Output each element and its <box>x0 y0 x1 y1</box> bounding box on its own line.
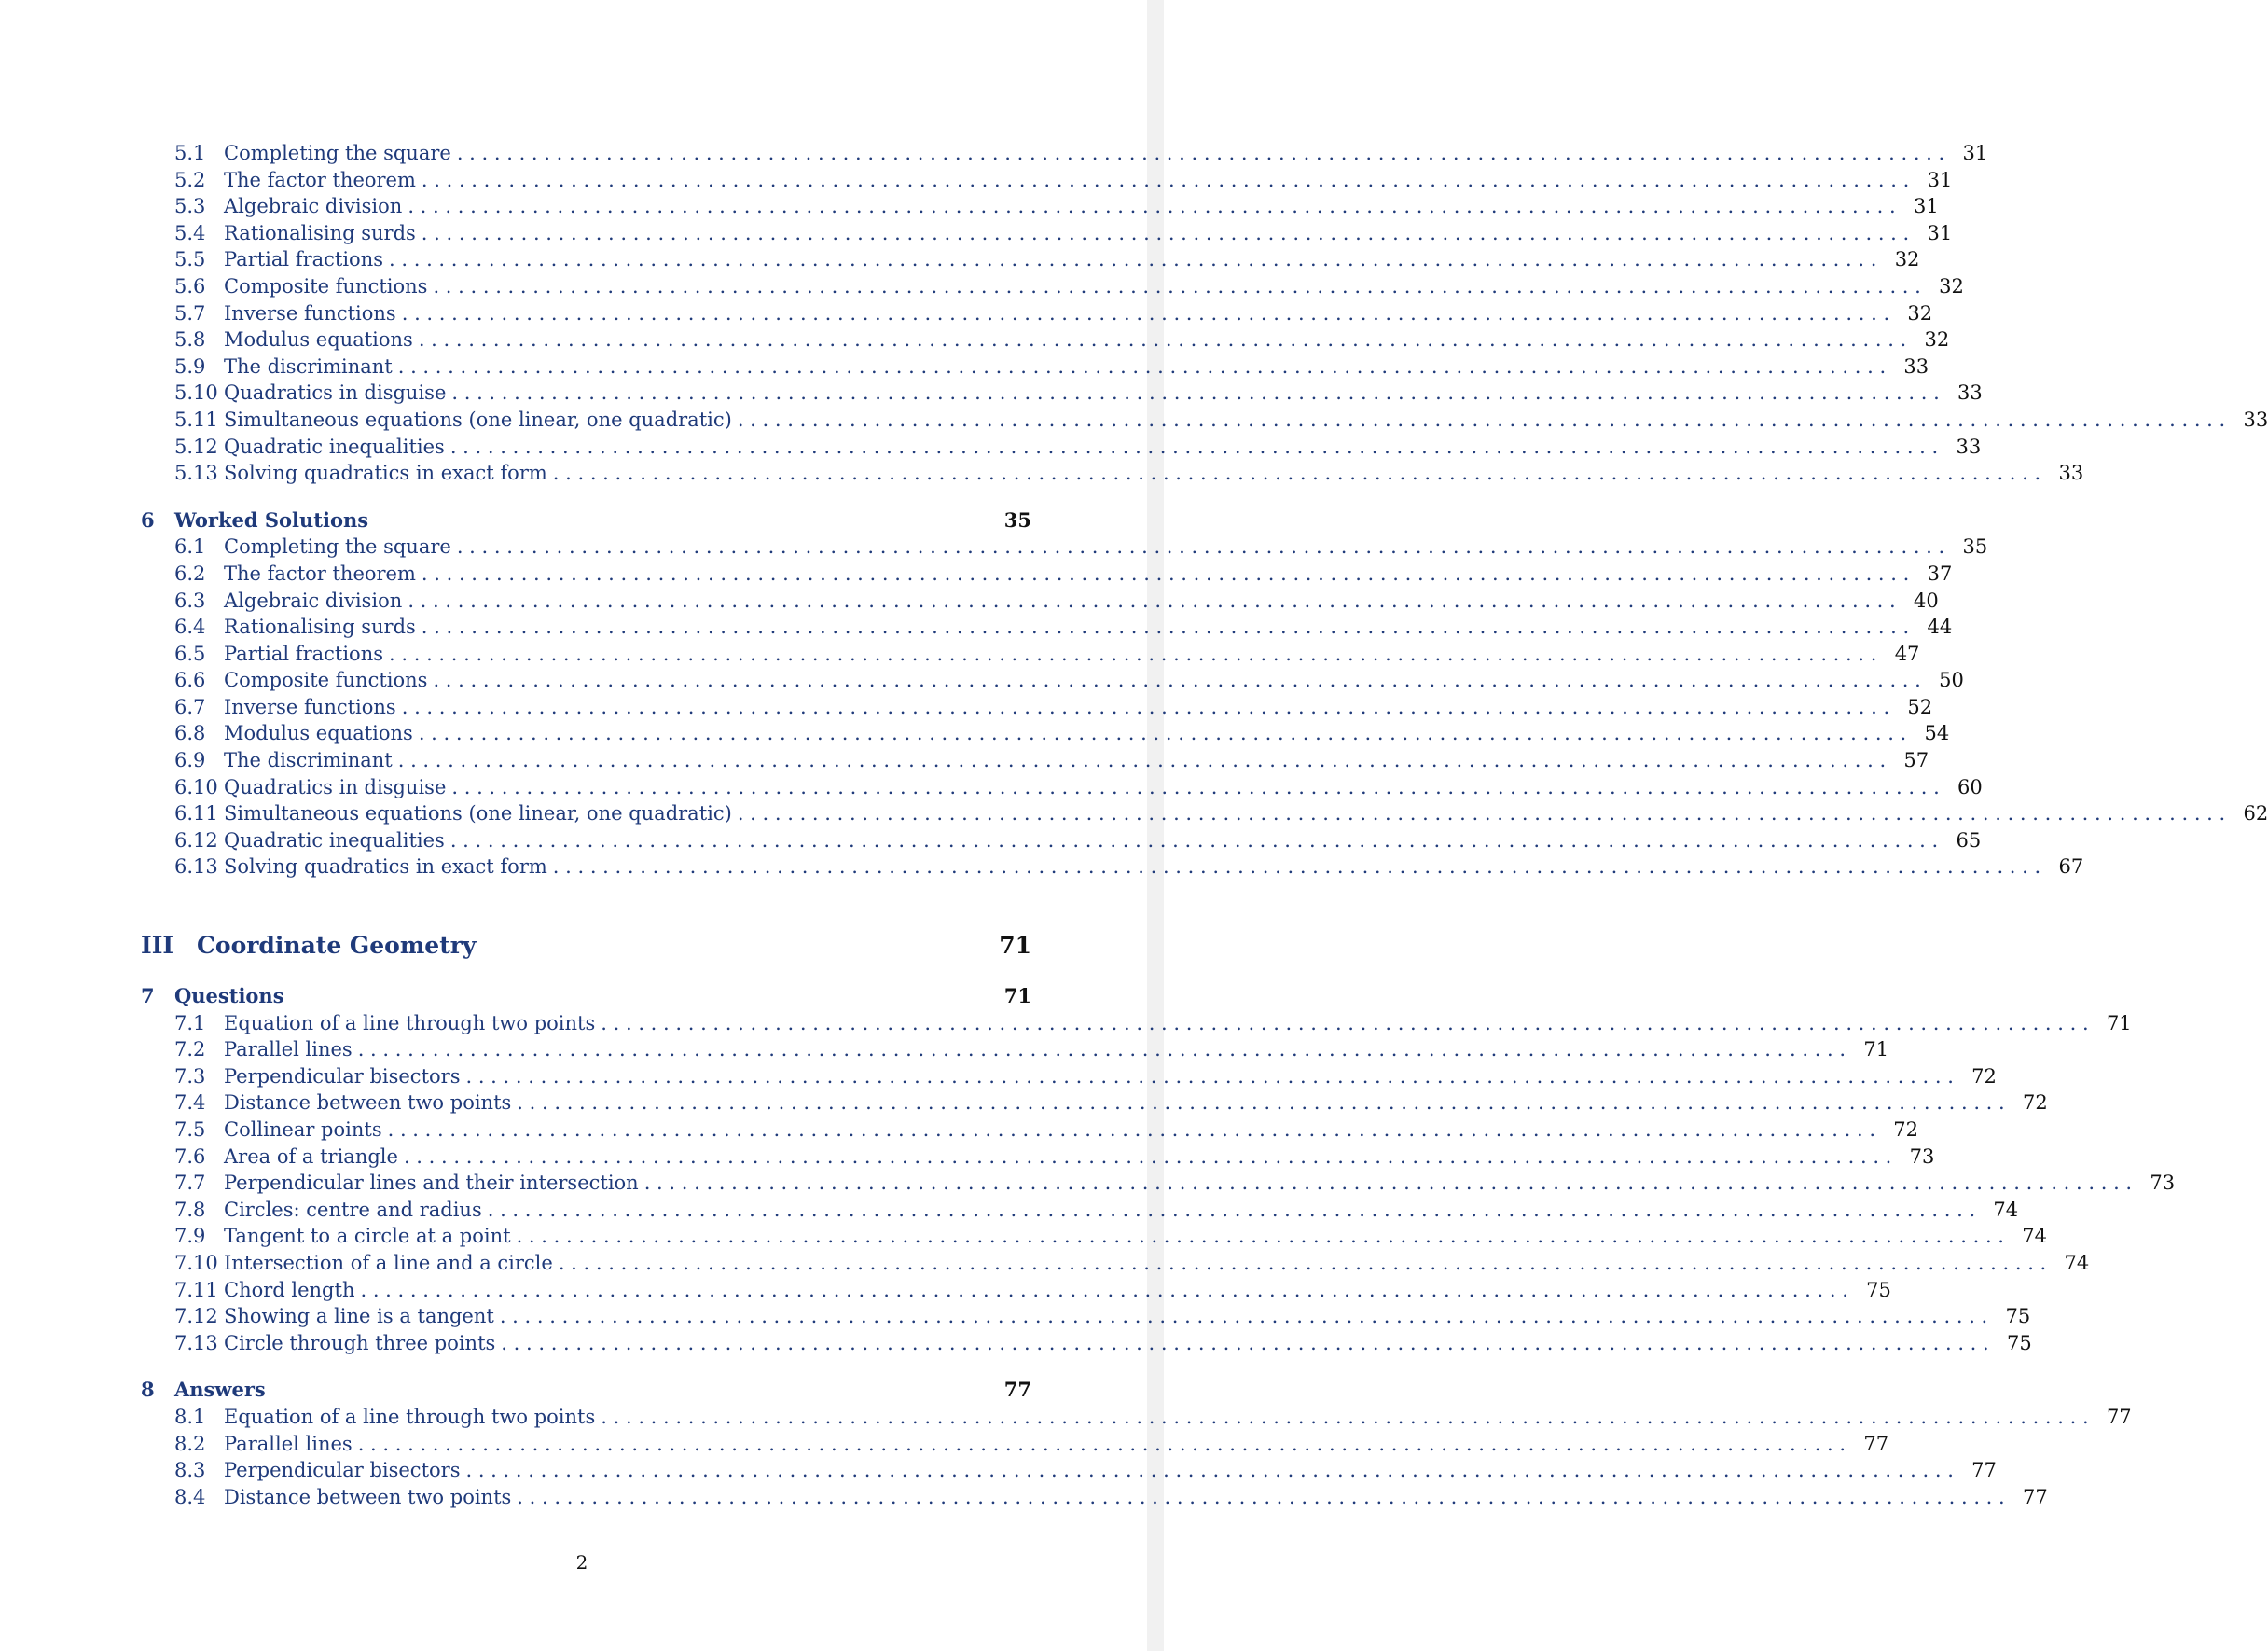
section-page-number[interactable]: 72 <box>1971 1064 1997 1088</box>
chapter-title-link[interactable]: Questions <box>174 984 284 1008</box>
toc-section-entry[interactable] <box>141 167 1953 194</box>
toc-section-entry[interactable] <box>141 1117 1918 1144</box>
section-page-number[interactable]: 31 <box>1962 142 1988 164</box>
section-title-link[interactable]: Equation of a line through two points <box>224 1011 596 1034</box>
section-title-link[interactable]: Simultaneous equations (one linear, one quadratic) <box>224 408 732 431</box>
section-title-link[interactable]: Quadratics in disguise <box>224 382 447 405</box>
toc-section-entry[interactable] <box>141 1250 2090 1277</box>
toc-section-entry[interactable] <box>141 1063 1997 1090</box>
section-title-link[interactable]: Modulus equations <box>224 328 413 352</box>
dot-leader: . . . . . . . . . . . . . . . . . . . . . . . . . . . . . . . . . . . . . . . . . . . . . . . . . . . . . . . . . . . . . . . . . . . . . . . . . . . . . . . . . . . . . . . . . . . . . . . . . . . . . . . . . . . . . . . . . . . . . . . . <box>517 1091 2005 1115</box>
dot-leader: . . . . . . . . . . . . . . . . . . . . . . . . . . . . . . . . . . . . . . . . . . . . . . . . . . . . . . . . . . . . . . . . . . . . . . . . . . . . . . . . . . . . . . . . . . . . . . . . . . . . . . . . . . . . . . . . . . . . . . . . <box>449 828 1939 852</box>
chapter-title-link[interactable]: Answers <box>174 1378 266 1402</box>
toc-section-entry[interactable] <box>141 1170 2176 1197</box>
section-title-link[interactable]: Area of a triangle <box>224 1145 398 1168</box>
toc-section-entry[interactable] <box>141 853 2084 881</box>
toc-section-entry[interactable] <box>141 1223 2047 1250</box>
section-page-number[interactable]: 32 <box>1924 328 1950 352</box>
section-title-link[interactable]: Simultaneous equations (one linear, one quadratic) <box>224 802 732 826</box>
section-page-number[interactable]: 77 <box>2022 1485 2048 1508</box>
dot-leader: . . . . . . . . . . . . . . . . . . . . . . . . . . . . . . . . . . . . . . . . . . . . . . . . . . . . . . . . . . . . . . . . . . . . . . . . . . . . . . . . . . . . . . . . . . . . . . . . . . . . . . . . . . . . . . . . . . . . . . . . <box>418 722 1907 745</box>
section-number: 6.9 <box>174 749 206 772</box>
section-number: 5.5 <box>174 248 206 271</box>
toc-section-entry[interactable] <box>141 140 1988 167</box>
section-number: 6.3 <box>174 589 206 612</box>
section-page-number[interactable]: 72 <box>2022 1091 2048 1115</box>
section-number: 5.10 <box>174 382 218 405</box>
section-number: 6.12 <box>174 828 218 852</box>
section-number: 8.1 <box>174 1405 206 1428</box>
section-number: 5.12 <box>174 435 218 458</box>
section-page-number[interactable]: 33 <box>1956 435 1982 458</box>
section-title-link[interactable]: Partial fractions <box>224 642 384 665</box>
dot-leader: . . . . . . . . . . . . . . . . . . . . . . . . . . . . . . . . . . . . . . . . . . . . . . . . . . . . . . . . . . . . . . . . . . . . . . . . . . . . . . . . . . . . . . . . . . . . . . . . . . . . . . . . . . . . . . . . . . . . . . . . <box>421 616 1910 639</box>
dot-leader: . . . . . . . . . . . . . . . . . . . . . . . . . . . . . . . . . . . . . . . . . . . . . . . . . . . . . . . . . . . . . . . . . . . . . . . . . . . . . . . . . . . . . . . . . . . . . . . . . . . . . . . . . . . . . . . . . . . . . . . . <box>387 1118 1875 1141</box>
section-title-link[interactable]: Distance between two points <box>224 1485 512 1508</box>
dot-leader: . . . . . . . . . . . . . . . . . . . . . . . . . . . . . . . . . . . . . . . . . . . . . . . . . . . . . . . . . . . . . . . . . . . . . . . . . . . . . . . . . . . . . . . . . . . . . . . . . . . . . . . . . . . . . . . . . . . . . . . . <box>601 1011 2089 1034</box>
section-page-number[interactable]: 77 <box>2106 1405 2132 1428</box>
section-number: 7.13 <box>174 1331 218 1354</box>
dot-leader: . . . . . . . . . . . . . . . . . . . . . . . . . . . . . . . . . . . . . . . . . . . . . . . . . . . . . . . . . . . . . . . . . . . . . . . . . . . . . . . . . . . . . . . . . . . . . . . . . . . . . . . . . . . . . . . . . . . . . . . . <box>737 408 2226 431</box>
section-title-link[interactable]: Composite functions <box>224 669 428 692</box>
section-title-link[interactable]: The factor theorem <box>224 562 416 585</box>
section-number: 6.2 <box>174 562 206 585</box>
section-title-link[interactable]: Inverse functions <box>224 695 396 718</box>
section-page-number[interactable]: 33 <box>1957 382 1983 405</box>
section-page-number[interactable]: 74 <box>2064 1251 2090 1274</box>
chapter-title-link[interactable]: Worked Solutions <box>174 507 369 532</box>
part-num: III <box>141 932 174 960</box>
section-title-link[interactable]: Distance between two points <box>224 1091 512 1115</box>
section-number: 6.13 <box>174 855 218 879</box>
section-page-number[interactable]: 71 <box>1863 1038 1889 1061</box>
dot-leader: . . . . . . . . . . . . . . . . . . . . . . . . . . . . . . . . . . . . . . . . . . . . . . . . . . . . . . . . . . . . . . . . . . . . . . . . . . . . . . . . . . . . . . . . . . . . . . . . . . . . . . . . . . . . . . . . . . . . . . . . <box>421 562 1910 585</box>
toc-section-entry[interactable] <box>141 667 1964 694</box>
section-number: 6.10 <box>174 775 218 798</box>
section-title-link[interactable]: Modulus equations <box>224 722 413 745</box>
section-page-number[interactable]: 57 <box>1903 749 1929 772</box>
section-number: 5.3 <box>174 195 206 218</box>
dot-leader: . . . . . . . . . . . . . . . . . . . . . . . . . . . . . . . . . . . . . . . . . . . . . . . . . . . . . . . . . . . . . . . . . . . . . . . . . . . . . . . . . . . . . . . . . . . . . . . . . . . . . . . . . . . . . . . . . . . . . . . . <box>558 1251 2047 1274</box>
section-number: 6.7 <box>174 695 206 718</box>
toc-section-entry[interactable] <box>141 614 1953 641</box>
section-title-link[interactable]: Algebraic division <box>224 589 403 612</box>
dot-leader: . . . . . . . . . . . . . . . . . . . . . . . . . . . . . . . . . . . . . . . . . . . . . . . . . . . . . . . . . . . . . . . . . . . . . . . . . . . . . . . . . . . . . . . . . . . . . . . . . . . . . . . . . . . . . . . . . . . . . . . . <box>401 301 1890 325</box>
section-number: 7.7 <box>174 1172 206 1195</box>
dot-leader: . . . . . . . . . . . . . . . . . . . . . . . . . . . . . . . . . . . . . . . . . . . . . . . . . . . . . . . . . . . . . . . . . . . . . . . . . . . . . . . . . . . . . . . . . . . . . . . . . . . . . . . . . . . . . . . . . . . . . . . . <box>433 274 1921 298</box>
toc-section-entry[interactable] <box>141 1144 1935 1171</box>
section-page-number[interactable]: 50 <box>1939 669 1964 692</box>
section-page-number[interactable]: 72 <box>1893 1118 1918 1141</box>
chapter-number: 7 <box>141 984 155 1008</box>
toc-section-entry[interactable] <box>141 1330 2032 1357</box>
dot-leader: . . . . . . . . . . . . . . . . . . . . . . . . . . . . . . . . . . . . . . . . . . . . . . . . . . . . . . . . . . . . . . . . . . . . . . . . . . . . . . . . . . . . . . . . . . . . . . . . . . . . . . . . . . . . . . . . . . . . . . . . <box>408 589 1896 612</box>
section-title-link[interactable]: Completing the square <box>224 142 451 164</box>
toc-section-entry[interactable] <box>141 534 1988 561</box>
section-page-number[interactable]: 75 <box>1866 1278 1891 1301</box>
toc-block-chapter <box>141 507 2268 881</box>
toc-section-entry[interactable] <box>141 1457 1997 1484</box>
section-number: 5.8 <box>174 328 206 352</box>
dot-leader: . . . . . . . . . . . . . . . . . . . . . . . . . . . . . . . . . . . . . . . . . . . . . . . . . . . . . . . . . . . . . . . . . . . . . . . . . . . . . . . . . . . . . . . . . . . . . . . . . . . . . . . . . . . . . . . . . . . . . . . . <box>397 749 1887 772</box>
toc-section-entry[interactable] <box>141 561 1953 588</box>
section-title-link[interactable]: Partial fractions <box>224 248 384 271</box>
toc-chapter-heading[interactable] <box>141 507 1031 534</box>
section-page-number[interactable]: 32 <box>1939 274 1964 298</box>
section-number: 8.4 <box>174 1485 206 1508</box>
toc-section-entry[interactable] <box>141 1010 2132 1037</box>
section-title-link[interactable]: Solving quadratics in exact form <box>224 462 547 485</box>
section-page-number[interactable]: 32 <box>1907 301 1933 325</box>
section-number: 7.6 <box>174 1145 206 1168</box>
toc-section-entry[interactable] <box>141 300 1933 327</box>
section-page-number[interactable]: 62 <box>2243 802 2268 826</box>
section-title-link[interactable]: The discriminant <box>224 749 393 772</box>
dot-leader: . . . . . . . . . . . . . . . . . . . . . . . . . . . . . . . . . . . . . . . . . . . . . . . . . . . . . . . . . . . . . . . . . . . . . . . . . . . . . . . . . . . . . . . . . . . . . . . . . . . . . . . . . . . . . . . . . . . . . . . . <box>456 535 1945 559</box>
dot-leader: . . . . . . . . . . . . . . . . . . . . . . . . . . . . . . . . . . . . . . . . . . . . . . . . . . . . . . . . . . . . . . . . . . . . . . . . . . . . . . . . . . . . . . . . . . . . . . . . . . . . . . . . . . . . . . . . . . . . . . . . <box>357 1432 1846 1455</box>
section-page-number[interactable]: 75 <box>2005 1305 2031 1328</box>
toc-section-entry[interactable] <box>141 1277 1891 1304</box>
section-number: 5.7 <box>174 301 206 325</box>
section-title-link[interactable]: Quadratics in disguise <box>224 775 447 798</box>
section-page-number[interactable]: 31 <box>1913 195 1939 218</box>
section-page-number[interactable]: 73 <box>2150 1172 2176 1195</box>
toc-section-entry[interactable] <box>141 800 2268 827</box>
toc-section-entry[interactable] <box>141 380 1983 407</box>
toc-section-entry[interactable] <box>141 354 1929 381</box>
section-page-number[interactable]: 54 <box>1924 722 1950 745</box>
section-page-number[interactable]: 35 <box>1962 535 1988 559</box>
dot-leader: . . . . . . . . . . . . . . . . . . . . . . . . . . . . . . . . . . . . . . . . . . . . . . . . . . . . . . . . . . . . . . . . . . . . . . . . . . . . . . . . . . . . . . . . . . . . . . . . . . . . . . . . . . . . . . . . . . . . . . . . <box>357 1038 1846 1061</box>
section-page-number[interactable]: 65 <box>1956 828 1982 852</box>
section-title-link[interactable]: Perpendicular bisectors <box>224 1459 461 1482</box>
section-page-number[interactable]: 37 <box>1927 562 1953 585</box>
part-page-number[interactable]: 71 <box>999 932 1031 960</box>
dot-leader: . . . . . . . . . . . . . . . . . . . . . . . . . . . . . . . . . . . . . . . . . . . . . . . . . . . . . . . . . . . . . . . . . . . . . . . . . . . . . . . . . . . . . . . . . . . . . . . . . . . . . . . . . . . . . . . . . . . . . . . . <box>451 775 1940 798</box>
section-title-link[interactable]: Intersection of a line and a circle <box>224 1251 553 1274</box>
section-page-number[interactable]: 77 <box>1971 1459 1997 1482</box>
section-title-link[interactable]: Solving quadratics in exact form <box>224 855 547 879</box>
section-number: 5.9 <box>174 354 206 378</box>
section-page-number[interactable]: 60 <box>1957 775 1983 798</box>
section-page-number[interactable]: 33 <box>2243 408 2268 431</box>
section-number: 7.12 <box>174 1305 218 1328</box>
toc-section-entry[interactable] <box>141 1484 2048 1511</box>
dot-leader: . . . . . . . . . . . . . . . . . . . . . . . . . . . . . . . . . . . . . . . . . . . . . . . . . . . . . . . . . . . . . . . . . . . . . . . . . . . . . . . . . . . . . . . . . . . . . . . . . . . . . . . . . . . . . . . . . . . . . . . . <box>465 1459 1954 1482</box>
chapter-page-number[interactable]: 77 <box>1003 1378 1031 1402</box>
section-number: 7.11 <box>174 1278 218 1301</box>
section-page-number[interactable]: 32 <box>1894 248 1920 271</box>
toc-section-entry[interactable] <box>141 588 1939 615</box>
section-title-link[interactable]: Circle through three points <box>224 1331 496 1354</box>
toc-section-entry[interactable] <box>141 1404 2132 1431</box>
dot-leader: . . . . . . . . . . . . . . . . . . . . . . . . . . . . . . . . . . . . . . . . . . . . . . . . . . . . . . . . . . . . . . . . . . . . . . . . . . . . . . . . . . . . . . . . . . . . . . . . . . . . . . . . . . . . . . . . . . . . . . . . <box>487 1198 1976 1221</box>
section-title-link[interactable]: Algebraic division <box>224 195 403 218</box>
toc-section-entry[interactable] <box>141 747 1929 774</box>
section-title-link[interactable]: Tangent to a circle at a point <box>224 1225 511 1248</box>
toc-section-entry[interactable] <box>141 1036 1889 1063</box>
section-number: 7.3 <box>174 1064 206 1088</box>
section-page-number[interactable]: 73 <box>1909 1145 1935 1168</box>
toc-section-entry[interactable] <box>141 774 1983 801</box>
chapter-number: 8 <box>141 1378 155 1402</box>
section-title-link[interactable]: Circles: centre and radius <box>224 1198 482 1221</box>
section-number: 6.6 <box>174 669 206 692</box>
dot-leader: . . . . . . . . . . . . . . . . . . . . . . . . . . . . . . . . . . . . . . . . . . . . . . . . . . . . . . . . . . . . . . . . . . . . . . . . . . . . . . . . . . . . . . . . . . . . . . . . . . . . . . . . . . . . . . . . . . . . . . . . <box>451 382 1940 405</box>
section-number: 7.10 <box>174 1251 218 1274</box>
toc-section-entry[interactable] <box>141 1431 1889 1458</box>
dot-leader: . . . . . . . . . . . . . . . . . . . . . . . . . . . . . . . . . . . . . . . . . . . . . . . . . . . . . . . . . . . . . . . . . . . . . . . . . . . . . . . . . . . . . . . . . . . . . . . . . . . . . . . . . . . . . . . . . . . . . . . . <box>403 1145 1892 1168</box>
section-page-number[interactable]: 67 <box>2058 855 2084 879</box>
toc-section-entry[interactable] <box>141 720 1950 747</box>
toc-section-entry[interactable] <box>141 1197 2019 1224</box>
dot-leader: . . . . . . . . . . . . . . . . . . . . . . . . . . . . . . . . . . . . . . . . . . . . . . . . . . . . . . . . . . . . . . . . . . . . . . . . . . . . . . . . . . . . . . . . . . . . . . . . . . . . . . . . . . . . . . . . . . . . . . . . <box>421 221 1910 244</box>
section-title-link[interactable]: Chord length <box>224 1278 355 1301</box>
section-title-link[interactable]: Quadratic inequalities <box>224 435 445 458</box>
section-number: 7.5 <box>174 1118 206 1141</box>
dot-leader: . . . . . . . . . . . . . . . . . . . . . . . . . . . . . . . . . . . . . . . . . . . . . . . . . . . . . . . . . . . . . . . . . . . . . . . . . . . . . . . . . . . . . . . . . . . . . . . . . . . . . . . . . . . . . . . . . . . . . . . . <box>418 328 1907 352</box>
toc-section-entry[interactable] <box>141 1303 2031 1330</box>
toc-block-part <box>141 929 1031 963</box>
section-number: 6.1 <box>174 535 206 559</box>
section-title-link[interactable]: Perpendicular lines and their intersection <box>224 1172 639 1195</box>
section-number: 6.8 <box>174 722 206 745</box>
toc-section-entry[interactable] <box>141 641 1920 668</box>
section-page-number[interactable]: 71 <box>2106 1011 2132 1034</box>
dot-leader: . . . . . . . . . . . . . . . . . . . . . . . . . . . . . . . . . . . . . . . . . . . . . . . . . . . . . . . . . . . . . . . . . . . . . . . . . . . . . . . . . . . . . . . . . . . . . . . . . . . . . . . . . . . . . . . . . . . . . . . . <box>456 142 1945 164</box>
dot-leader: . . . . . . . . . . . . . . . . . . . . . . . . . . . . . . . . . . . . . . . . . . . . . . . . . . . . . . . . . . . . . . . . . . . . . . . . . . . . . . . . . . . . . . . . . . . . . . . . . . . . . . . . . . . . . . . . . . . . . . . . <box>552 855 2041 879</box>
section-title-link[interactable]: Completing the square <box>224 535 451 559</box>
section-page-number[interactable]: 75 <box>2006 1331 2032 1354</box>
toc-section-entry[interactable] <box>141 694 1933 721</box>
section-page-number[interactable]: 33 <box>2058 462 2084 485</box>
section-number: 8.3 <box>174 1459 206 1482</box>
toc-section-entry[interactable] <box>141 326 1950 354</box>
section-title-link[interactable]: Composite functions <box>224 274 428 298</box>
section-number: 6.11 <box>174 802 218 826</box>
section-number: 6.4 <box>174 616 206 639</box>
section-page-number[interactable]: 31 <box>1927 168 1953 191</box>
section-page-number[interactable]: 77 <box>1863 1432 1889 1455</box>
dot-leader: . . . . . . . . . . . . . . . . . . . . . . . . . . . . . . . . . . . . . . . . . . . . . . . . . . . . . . . . . . . . . . . . . . . . . . . . . . . . . . . . . . . . . . . . . . . . . . . . . . . . . . . . . . . . . . . . . . . . . . . . <box>501 1331 1989 1354</box>
section-title-link[interactable]: Equation of a line through two points <box>224 1405 596 1428</box>
toc-section-entry[interactable] <box>141 460 2084 487</box>
section-page-number[interactable]: 31 <box>1927 221 1953 244</box>
dot-leader: . . . . . . . . . . . . . . . . . . . . . . . . . . . . . . . . . . . . . . . . . . . . . . . . . . . . . . . . . . . . . . . . . . . . . . . . . . . . . . . . . . . . . . . . . . . . . . . . . . . . . . . . . . . . . . . . . . . . . . . . <box>389 248 1877 271</box>
toc-section-entry[interactable] <box>141 407 2268 434</box>
toc-chapter-heading[interactable] <box>141 983 1031 1010</box>
section-page-number[interactable]: 52 <box>1907 695 1933 718</box>
dot-leader: . . . . . . . . . . . . . . . . . . . . . . . . . . . . . . . . . . . . . . . . . . . . . . . . . . . . . . . . . . . . . . . . . . . . . . . . . . . . . . . . . . . . . . . . . . . . . . . . . . . . . . . . . . . . . . . . . . . . . . . . <box>517 1485 2005 1508</box>
section-page-number[interactable]: 74 <box>2022 1225 2047 1248</box>
section-title-link[interactable]: Showing a line is a tangent <box>224 1305 494 1328</box>
section-page-number[interactable]: 44 <box>1927 616 1953 639</box>
section-title-link[interactable]: Quadratic inequalities <box>224 828 445 852</box>
dot-leader: . . . . . . . . . . . . . . . . . . . . . . . . . . . . . . . . . . . . . . . . . . . . . . . . . . . . . . . . . . . . . . . . . . . . . . . . . . . . . . . . . . . . . . . . . . . . . . . . . . . . . . . . . . . . . . . . . . . . . . . . <box>601 1405 2089 1428</box>
section-number: 5.11 <box>174 408 218 431</box>
toc-block-sections <box>141 140 2268 487</box>
section-number: 7.1 <box>174 1011 206 1034</box>
table-of-contents <box>141 140 2268 1510</box>
section-page-number[interactable]: 74 <box>1993 1198 2019 1221</box>
toc-section-entry[interactable] <box>141 193 1939 220</box>
dot-leader: . . . . . . . . . . . . . . . . . . . . . . . . . . . . . . . . . . . . . . . . . . . . . . . . . . . . . . . . . . . . . . . . . . . . . . . . . . . . . . . . . . . . . . . . . . . . . . . . . . . . . . . . . . . . . . . . . . . . . . . . <box>516 1225 2004 1248</box>
section-number: 5.1 <box>174 142 206 164</box>
toc-section-entry[interactable] <box>141 273 1964 300</box>
chapter-number: 6 <box>141 507 155 532</box>
section-title-link[interactable]: Inverse functions <box>224 301 396 325</box>
toc-section-entry[interactable] <box>141 246 1920 273</box>
section-number: 7.9 <box>174 1225 206 1248</box>
dot-leader: . . . . . . . . . . . . . . . . . . . . . . . . . . . . . . . . . . . . . . . . . . . . . . . . . . . . . . . . . . . . . . . . . . . . . . . . . . . . . . . . . . . . . . . . . . . . . . . . . . . . . . . . . . . . . . . . . . . . . . . . <box>360 1278 1848 1301</box>
dot-leader: . . . . . . . . . . . . . . . . . . . . . . . . . . . . . . . . . . . . . . . . . . . . . . . . . . . . . . . . . . . . . . . . . . . . . . . . . . . . . . . . . . . . . . . . . . . . . . . . . . . . . . . . . . . . . . . . . . . . . . . . <box>552 462 2041 485</box>
dot-leader: . . . . . . . . . . . . . . . . . . . . . . . . . . . . . . . . . . . . . . . . . . . . . . . . . . . . . . . . . . . . . . . . . . . . . . . . . . . . . . . . . . . . . . . . . . . . . . . . . . . . . . . . . . . . . . . . . . . . . . . . <box>499 1305 1988 1328</box>
toc-block-chapter <box>141 983 2176 1356</box>
section-title-link[interactable]: Collinear points <box>224 1118 382 1141</box>
dot-leader: . . . . . . . . . . . . . . . . . . . . . . . . . . . . . . . . . . . . . . . . . . . . . . . . . . . . . . . . . . . . . . . . . . . . . . . . . . . . . . . . . . . . . . . . . . . . . . . . . . . . . . . . . . . . . . . . . . . . . . . . <box>465 1064 1954 1088</box>
section-number: 7.8 <box>174 1198 206 1221</box>
page-footer-number: 2 <box>575 1551 588 1574</box>
section-page-number[interactable]: 40 <box>1913 589 1939 612</box>
section-number: 5.13 <box>174 462 218 485</box>
section-title-link[interactable]: The factor theorem <box>224 168 416 191</box>
section-number: 5.4 <box>174 221 206 244</box>
section-number: 5.6 <box>174 274 206 298</box>
section-title-link[interactable]: Rationalising surds <box>224 616 416 639</box>
section-title-link[interactable]: Rationalising surds <box>224 221 416 244</box>
dot-leader: . . . . . . . . . . . . . . . . . . . . . . . . . . . . . . . . . . . . . . . . . . . . . . . . . . . . . . . . . . . . . . . . . . . . . . . . . . . . . . . . . . . . . . . . . . . . . . . . . . . . . . . . . . . . . . . . . . . . . . . . <box>643 1172 2133 1195</box>
toc-section-entry[interactable] <box>141 220 1953 247</box>
section-page-number[interactable]: 47 <box>1894 642 1920 665</box>
dot-leader: . . . . . . . . . . . . . . . . . . . . . . . . . . . . . . . . . . . . . . . . . . . . . . . . . . . . . . . . . . . . . . . . . . . . . . . . . . . . . . . . . . . . . . . . . . . . . . . . . . . . . . . . . . . . . . . . . . . . . . . . <box>449 435 1939 458</box>
toc-chapter-heading[interactable] <box>141 1377 1031 1404</box>
section-title-link[interactable]: Perpendicular bisectors <box>224 1064 461 1088</box>
chapter-page-number[interactable]: 71 <box>1003 984 1031 1008</box>
section-page-number[interactable]: 33 <box>1903 354 1929 378</box>
section-title-link[interactable]: Parallel lines <box>224 1038 353 1061</box>
dot-leader: . . . . . . . . . . . . . . . . . . . . . . . . . . . . . . . . . . . . . . . . . . . . . . . . . . . . . . . . . . . . . . . . . . . . . . . . . . . . . . . . . . . . . . . . . . . . . . . . . . . . . . . . . . . . . . . . . . . . . . . . <box>401 695 1890 718</box>
dot-leader: . . . . . . . . . . . . . . . . . . . . . . . . . . . . . . . . . . . . . . . . . . . . . . . . . . . . . . . . . . . . . . . . . . . . . . . . . . . . . . . . . . . . . . . . . . . . . . . . . . . . . . . . . . . . . . . . . . . . . . . . <box>397 354 1887 378</box>
dot-leader: . . . . . . . . . . . . . . . . . . . . . . . . . . . . . . . . . . . . . . . . . . . . . . . . . . . . . . . . . . . . . . . . . . . . . . . . . . . . . . . . . . . . . . . . . . . . . . . . . . . . . . . . . . . . . . . . . . . . . . . . <box>389 642 1877 665</box>
section-number: 6.5 <box>174 642 206 665</box>
dot-leader: . . . . . . . . . . . . . . . . . . . . . . . . . . . . . . . . . . . . . . . . . . . . . . . . . . . . . . . . . . . . . . . . . . . . . . . . . . . . . . . . . . . . . . . . . . . . . . . . . . . . . . . . . . . . . . . . . . . . . . . . <box>737 802 2226 826</box>
toc-block-chapter <box>141 1377 2132 1510</box>
chapter-page-number[interactable]: 35 <box>1003 507 1031 532</box>
toc-section-entry[interactable] <box>141 1089 2048 1117</box>
toc-section-entry[interactable] <box>141 434 1982 461</box>
section-number: 7.4 <box>174 1091 206 1115</box>
part-title[interactable]: Coordinate Geometry <box>197 932 477 960</box>
dot-leader: . . . . . . . . . . . . . . . . . . . . . . . . . . . . . . . . . . . . . . . . . . . . . . . . . . . . . . . . . . . . . . . . . . . . . . . . . . . . . . . . . . . . . . . . . . . . . . . . . . . . . . . . . . . . . . . . . . . . . . . . <box>408 195 1896 218</box>
section-number: 7.2 <box>174 1038 206 1061</box>
section-number: 5.2 <box>174 168 206 191</box>
section-title-link[interactable]: Parallel lines <box>224 1432 353 1455</box>
dot-leader: . . . . . . . . . . . . . . . . . . . . . . . . . . . . . . . . . . . . . . . . . . . . . . . . . . . . . . . . . . . . . . . . . . . . . . . . . . . . . . . . . . . . . . . . . . . . . . . . . . . . . . . . . . . . . . . . . . . . . . . . <box>433 669 1921 692</box>
dot-leader: . . . . . . . . . . . . . . . . . . . . . . . . . . . . . . . . . . . . . . . . . . . . . . . . . . . . . . . . . . . . . . . . . . . . . . . . . . . . . . . . . . . . . . . . . . . . . . . . . . . . . . . . . . . . . . . . . . . . . . . . <box>421 168 1910 191</box>
toc-section-entry[interactable] <box>141 827 1982 854</box>
section-title-link[interactable]: The discriminant <box>224 354 393 378</box>
section-number: 8.2 <box>174 1432 206 1455</box>
toc-part-heading[interactable] <box>141 929 1031 963</box>
